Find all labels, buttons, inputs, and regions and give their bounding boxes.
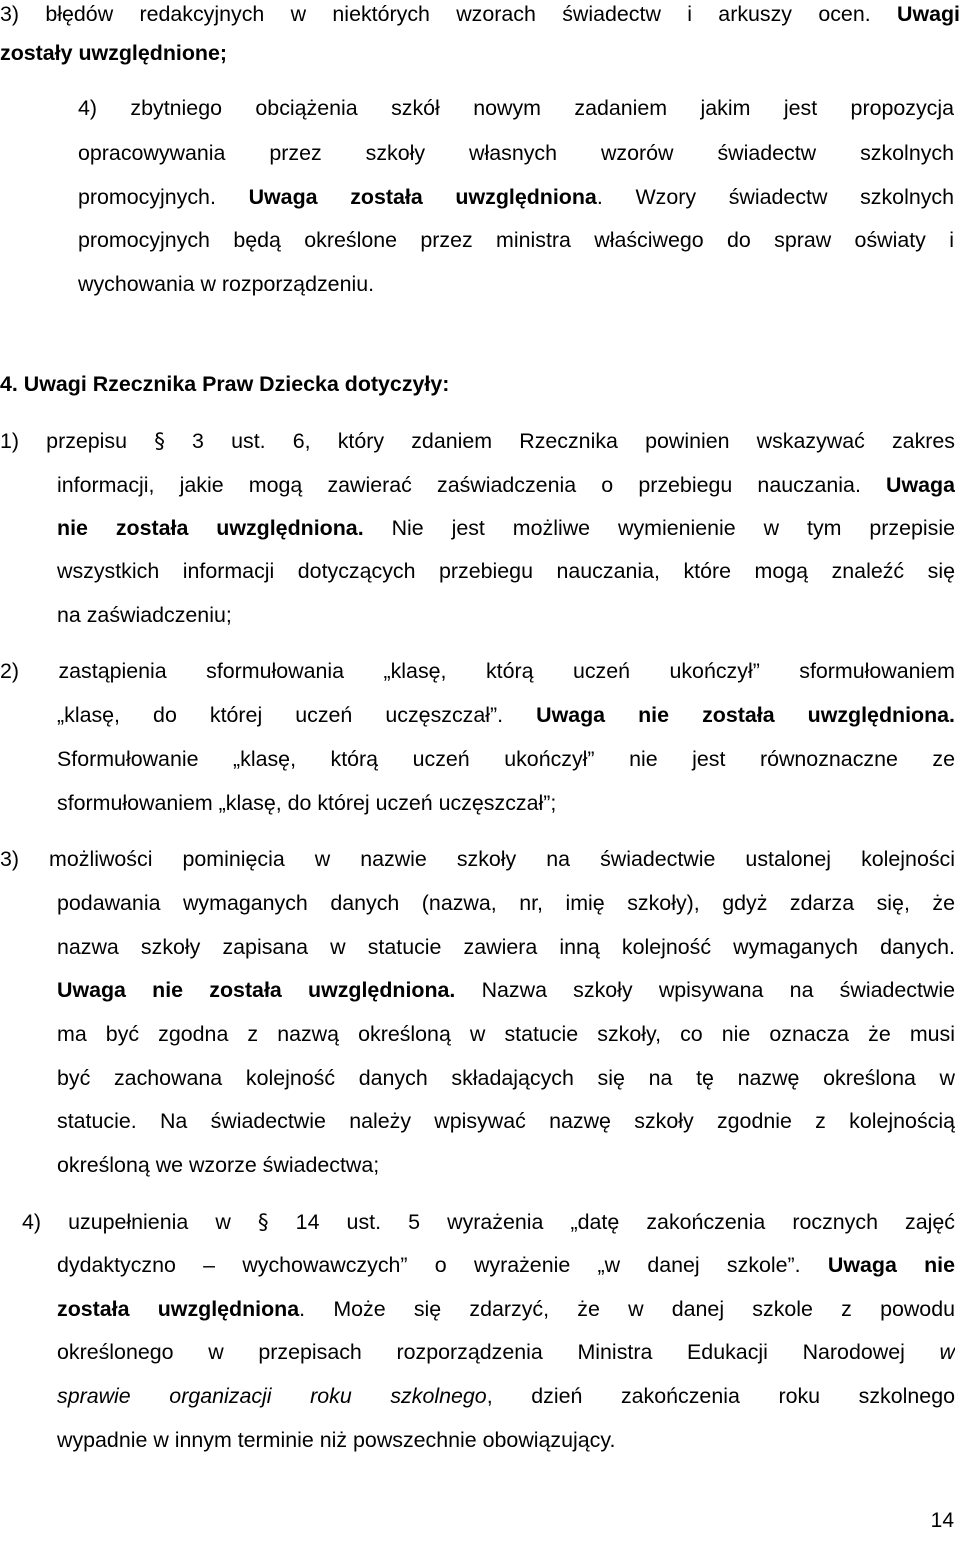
text-line-8 xyxy=(0,370,700,398)
section-sign: § xyxy=(154,429,165,454)
bold-text: nie została uwzględniona. xyxy=(57,516,364,540)
text-line-28 xyxy=(57,1295,955,1323)
text-run: promocyjnych będą określone przez ministra właściwego do spraw oświaty i xyxy=(78,228,954,252)
text-run: wychowania w rozporządzeniu. xyxy=(78,272,375,296)
text-line-20 xyxy=(57,933,955,961)
text-run: 14 ust. 5 wyrażenia „datę zakończenia rocznych zajęć xyxy=(268,1210,955,1234)
text-line-1 xyxy=(0,0,960,28)
text-run: opracowywania przez szkoły własnych wzorów świadectw szkolnych xyxy=(78,141,954,165)
text-line-9 xyxy=(0,427,955,455)
text-line-27 xyxy=(57,1251,955,1279)
text-line-4 xyxy=(78,139,954,167)
text-run: na zaświadczeniu; xyxy=(57,603,232,627)
text-run: Nazwa szkoły wpisywana na świadectwie xyxy=(455,978,955,1002)
text-line-21 xyxy=(57,976,955,1004)
italic-text: w xyxy=(939,1340,955,1364)
text-run: wypadnie w innym terminie niż powszechnie obowiązujący. xyxy=(57,1428,616,1452)
bold-text: Uwaga została uwzględniona xyxy=(248,185,597,209)
text-line-10 xyxy=(57,471,955,499)
text-line-12 xyxy=(57,557,955,585)
text-run: statucie. Na świadectwie należy wpisywać nazwę szkoły zgodnie z kolejnością xyxy=(57,1109,955,1133)
bold-text: Uwaga xyxy=(886,473,955,497)
bold-text: 4. Uwagi Rzecznika Praw Dziecka dotyczyły: xyxy=(0,372,450,396)
text-run: określonego w przepisach rozporządzenia Ministra Edukacji Narodowej xyxy=(57,1340,940,1364)
text-run: . Może się zdarzyć, że w danej szkole z powodu xyxy=(299,1297,955,1321)
bold-text: zostały uwzględnione; xyxy=(0,41,227,65)
text-run: promocyjnych. xyxy=(78,185,249,209)
text-run: , dzień zakończenia roku szkolnego xyxy=(486,1384,955,1408)
section-sign: § xyxy=(257,1210,269,1235)
text-line-25 xyxy=(57,1151,657,1179)
text-run: 4) zbytniego obciążenia szkół nowym zadaniem jakim jest propozycja xyxy=(78,96,954,120)
bold-text: Uwaga nie xyxy=(827,1253,955,1277)
italic-text: sprawie organizacji roku szkolnego xyxy=(57,1384,487,1408)
text-run: dydaktyczno – wychowawczych” o wyrażenie „w danej szkole”. xyxy=(57,1253,828,1277)
text-run: być zachowana kolejność danych składających się na tę nazwę określona w xyxy=(57,1066,955,1090)
text-run: 3) błędów redakcyjnych w niektórych wzorach świadectw i arkuszy ocen. xyxy=(0,2,897,26)
text-run: sformułowaniem „klasę, do której uczeń uczęszczał”; xyxy=(57,791,557,815)
text-line-16 xyxy=(57,745,955,773)
text-line-23 xyxy=(57,1064,955,1092)
text-run: Nie jest możliwe wymienienie w tym przepisie xyxy=(363,516,955,540)
text-run: 4) uzupełnienia w xyxy=(22,1210,258,1234)
text-line-22 xyxy=(57,1020,955,1048)
text-line-29 xyxy=(57,1338,955,1366)
text-line-24 xyxy=(57,1107,955,1135)
text-line-11 xyxy=(57,514,955,542)
text-line-2 xyxy=(0,39,400,67)
text-line-14 xyxy=(0,657,955,685)
text-run: „klasę, do której uczeń uczęszczał”. xyxy=(57,703,537,727)
text-run: wszystkich informacji dotyczących przebiegu nauczania, które mogą znaleźć się xyxy=(57,559,955,583)
text-line-30 xyxy=(57,1382,955,1410)
text-line-26 xyxy=(22,1208,955,1236)
text-run: Sformułowanie „klasę, którą uczeń ukończył” nie jest równoznaczne ze xyxy=(57,747,955,771)
text-run: określoną we wzorze świadectwa; xyxy=(57,1153,380,1177)
text-line-5 xyxy=(78,183,954,211)
text-run: ma być zgodna z nazwą określoną w statucie szkoły, co nie oznacza że musi xyxy=(57,1022,955,1046)
text-line-7 xyxy=(78,270,678,298)
text-run: nazwa szkoły zapisana w statucie zawiera inną kolejność wymaganych danych. xyxy=(57,935,955,959)
bold-text: została uwzględniona xyxy=(57,1297,300,1321)
text-line-18 xyxy=(0,845,955,873)
page-number: 14 xyxy=(930,1509,954,1532)
bold-text: Uwagi xyxy=(897,2,960,26)
text-line-13 xyxy=(57,601,657,629)
text-run: 3) możliwości pominięcia w nazwie szkoły na świadectwie ustalonej kolejności xyxy=(0,847,955,871)
text-line-15 xyxy=(57,701,955,729)
text-line-6 xyxy=(78,226,954,254)
text-line-3 xyxy=(78,94,954,122)
text-run: informacji, jakie mogą zawierać zaświadczenia o przebiegu nauczania. xyxy=(57,473,887,497)
text-run: podawania wymaganych danych (nazwa, nr, imię szkoły), gdyż zdarza się, że xyxy=(57,891,955,915)
text-run: . Wzory świadectw szkolnych xyxy=(596,185,954,209)
text-line-31 xyxy=(57,1426,857,1454)
text-run: 1) przepisu xyxy=(0,429,155,453)
text-run: 2) zastąpienia sformułowania „klasę, którą uczeń ukończył” sformułowaniem xyxy=(0,659,955,683)
bold-text: Uwaga nie została uwzględniona. xyxy=(57,978,456,1002)
bold-text: Uwaga nie została uwzględniona. xyxy=(536,703,955,727)
text-run: 3 ust. 6, który zdaniem Rzecznika powinien wskazywać zakres xyxy=(164,429,955,453)
text-line-19 xyxy=(57,889,955,917)
text-line-17 xyxy=(57,789,757,817)
